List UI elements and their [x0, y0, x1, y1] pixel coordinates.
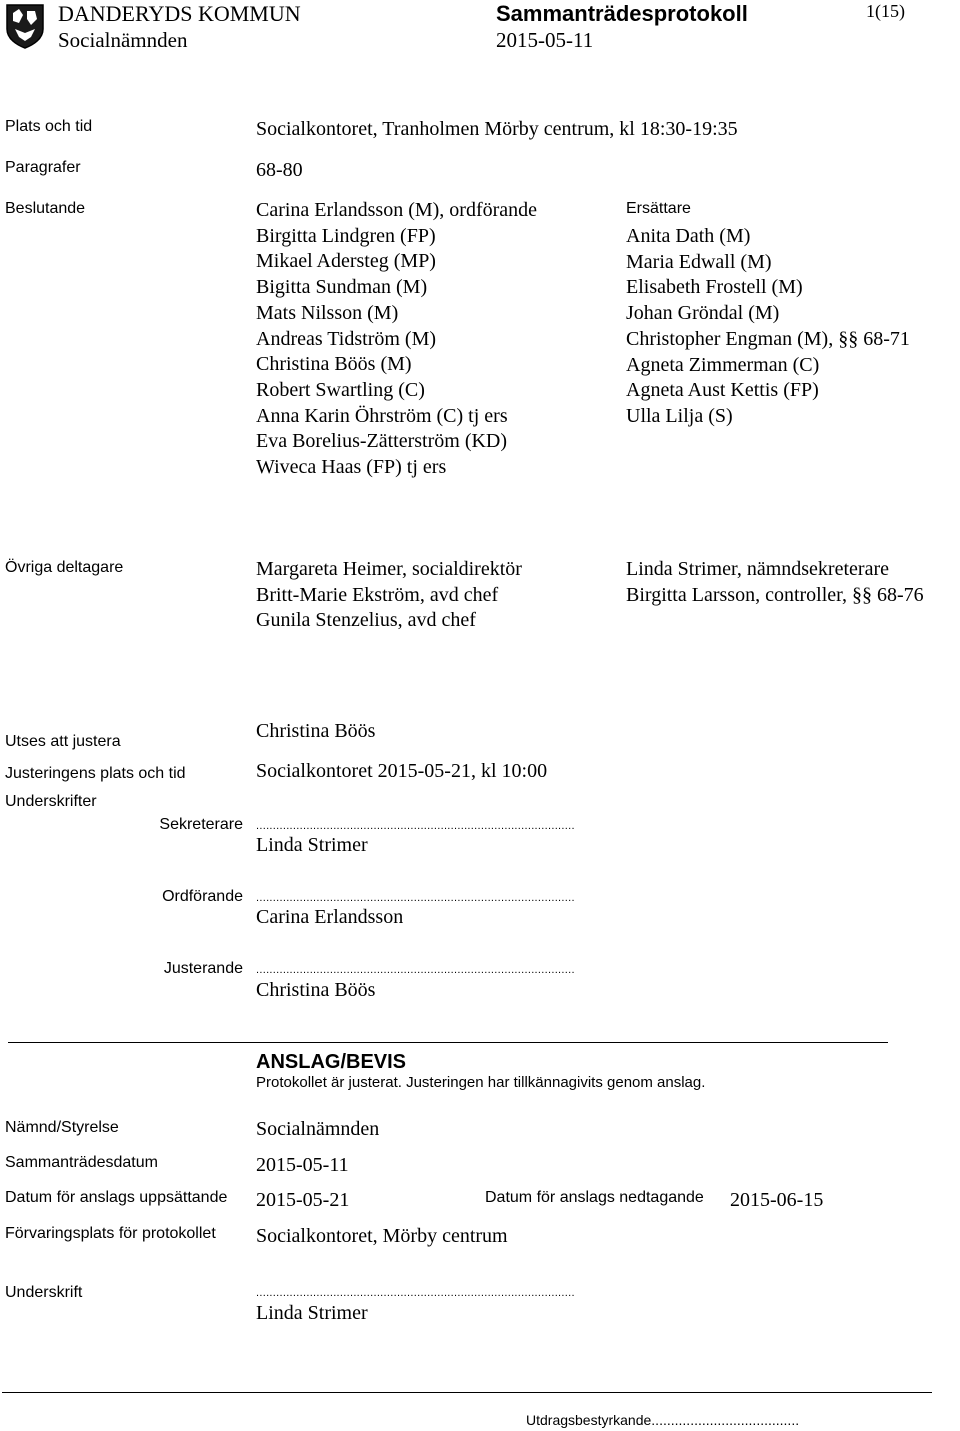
- decision-makers-list: [256, 198, 537, 481]
- other-participants-left: [256, 557, 522, 634]
- header-date: 2015-05-11: [496, 28, 594, 52]
- list-item: Agneta Zimmerman (C): [626, 353, 820, 376]
- board-label: Nämnd/Styrelse: [5, 1119, 119, 1136]
- other-participants-right: [626, 557, 924, 608]
- signature-name: Carina Erlandsson: [256, 906, 404, 928]
- substitutes-list: [626, 224, 910, 430]
- meeting-date-value: 2015-05-11: [256, 1154, 349, 1176]
- list-item: Maria Edwall (M): [626, 250, 772, 273]
- section-divider: [8, 1042, 888, 1043]
- list-item: Carina Erlandsson (M), ordförande: [256, 199, 538, 221]
- posted-label: Datum för anslags uppsättande: [5, 1189, 228, 1206]
- list-item: Birgitta Lindgren (FP): [256, 224, 436, 247]
- list-item: Christina Böös (M): [256, 353, 412, 376]
- list-item: Mats Nilsson (M): [256, 301, 399, 324]
- place-label: Plats och tid: [5, 118, 93, 135]
- document-title: Sammanträdesprotokoll: [496, 1, 748, 26]
- paragraphs-label: Paragrafer: [5, 159, 81, 176]
- paragraphs-value: 68-80: [256, 159, 303, 181]
- signature-line: ...............................................................................................: [256, 964, 575, 976]
- removed-value: 2015-06-15: [730, 1189, 824, 1211]
- posted-value: 2015-05-21: [256, 1189, 350, 1211]
- signature-role: Justerande: [163, 960, 243, 977]
- certified-label: Utdragsbestyrkande: [526, 1412, 652, 1428]
- list-item: Agneta Aust Kettis (FP): [626, 379, 819, 402]
- municipality-logo: [5, 3, 45, 49]
- signature-name: Christina Böös: [256, 979, 376, 1001]
- notice-subtitle: Protokollet är justerat. Justeringen har tillkännagivits genom anslag.: [256, 1074, 706, 1091]
- list-item: Linda Strimer, nämndsekreterare: [626, 558, 889, 580]
- signature-line: ...............................................................................................: [256, 1287, 575, 1299]
- decision-makers-label: Beslutande: [5, 200, 86, 217]
- signature-label: Underskrift: [5, 1284, 83, 1301]
- other-participants-label: Övriga deltagare: [5, 559, 124, 576]
- meeting-date-label: Sammanträdesdatum: [5, 1154, 158, 1171]
- signature-line: ...............................................................................................: [256, 892, 575, 904]
- list-item: Elisabeth Frostell (M): [626, 276, 803, 299]
- list-item: Andreas Tidström (M): [256, 327, 437, 350]
- list-item: Christopher Engman (M), §§ 68-71: [626, 327, 910, 350]
- place-time-label: Justeringens plats och tid: [5, 765, 186, 782]
- storage-label: Förvaringsplats för protokollet: [5, 1225, 216, 1242]
- signature-role: Sekreterare: [159, 816, 243, 833]
- footer-divider: [2, 1392, 932, 1393]
- committee-name: Socialnämnden: [58, 28, 188, 52]
- signature-role: Ordförande: [162, 888, 243, 905]
- list-item: Mikael Adersteg (MP): [256, 250, 436, 273]
- certified-line: ......................................: [651, 1412, 800, 1428]
- appointed-value: Christina Böös: [256, 720, 376, 742]
- list-item: Robert Swartling (C): [256, 378, 425, 401]
- list-item: Wiveca Haas (FP) tj ers: [256, 456, 447, 479]
- list-item: Britt-Marie Ekström, avd chef: [256, 583, 499, 606]
- list-item: Ulla Lilja (S): [626, 404, 733, 427]
- list-item: Margareta Heimer, socialdirektör: [256, 558, 522, 580]
- list-item: Johan Gröndal (M): [626, 302, 780, 325]
- signature-line: ...............................................................................................: [256, 820, 575, 832]
- substitutes-label: Ersättare: [626, 200, 691, 217]
- list-item: Anita Dath (M): [626, 225, 751, 247]
- storage-value: Socialkontoret, Mörby centrum: [256, 1225, 508, 1247]
- page-number: 1(15): [866, 1, 905, 21]
- signature-name: Linda Strimer: [256, 1302, 368, 1324]
- certified-extract: [526, 1412, 799, 1428]
- notice-title: ANSLAG/BEVIS: [256, 1051, 407, 1073]
- list-item: Eva Borelius-Zätterström (KD): [256, 430, 508, 453]
- removed-label: Datum för anslags nedtagande: [485, 1189, 704, 1206]
- board-value: Socialnämnden: [256, 1118, 380, 1140]
- list-item: Anna Karin Öhrström (C) tj ers: [256, 404, 508, 427]
- list-item: Bigitta Sundman (M): [256, 276, 428, 299]
- signatures-label: Underskrifter: [5, 793, 97, 810]
- list-item: Birgitta Larsson, controller, §§ 68-76: [626, 583, 924, 606]
- place-value: Socialkontoret, Tranholmen Mörby centrum, kl 18:30-19:35: [256, 118, 738, 140]
- municipality-name: DANDERYDS KOMMUN: [58, 1, 301, 26]
- place-time-value: Socialkontoret 2015-05-21, kl 10:00: [256, 760, 548, 782]
- list-item: Gunila Stenzelius, avd chef: [256, 609, 476, 632]
- appointed-label: Utses att justera: [5, 733, 121, 750]
- signature-name: Linda Strimer: [256, 834, 368, 856]
